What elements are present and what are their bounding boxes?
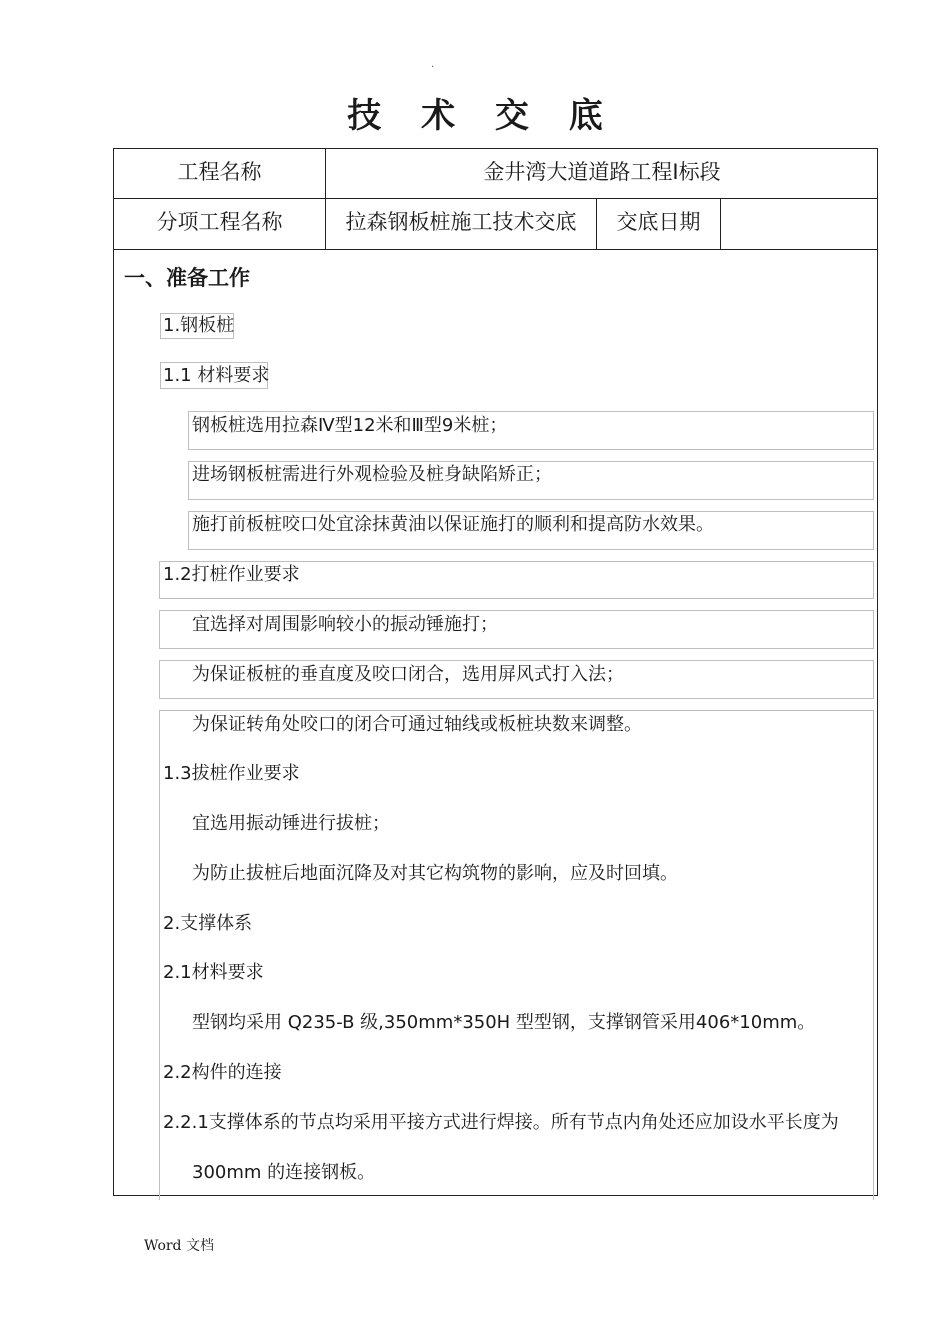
body-line: 1.钢板桩	[163, 315, 235, 336]
disclosure-table	[113, 148, 878, 1196]
body-line: 进场钢板桩需进行外观检验及桩身缺陷矫正；	[192, 464, 552, 485]
body-line: 2.2构件的连接	[163, 1062, 282, 1083]
body-line: 300mm 的连接钢板。	[192, 1162, 376, 1183]
footer-label: Word 文档	[144, 1238, 214, 1254]
body-line: 为防止拔桩后地面沉降及对其它构筑物的影响，应及时回填。	[192, 863, 678, 884]
body-line: 为保证转角处咬口的闭合可通过轴线或板桩块数来调整。	[192, 714, 642, 735]
header-mark: ·	[431, 62, 435, 73]
subproject-name-value: 拉森钢板桩施工技术交底	[345, 210, 577, 234]
body-line: 型钢均采用 Q235-B 级,350mm*350H 型型钢，支撑钢管采用406*10mm。	[192, 1012, 816, 1033]
row-divider	[114, 249, 877, 250]
body-line: 钢板桩选用拉森Ⅳ型12米和Ⅲ型9米桩；	[192, 415, 508, 436]
section-heading: 一、准备工作	[124, 266, 250, 290]
body-line: 1.3拔桩作业要求	[163, 763, 300, 784]
body-line: 2.1材料要求	[163, 962, 264, 983]
col-divider	[720, 199, 721, 249]
body-line: 2.2.1支撑体系的节点均采用平接方式进行焊接。所有节点内角处还应加设水平长度为	[163, 1112, 839, 1133]
body-line: 1.1 材料要求	[163, 365, 270, 386]
body-line: 为保证板桩的垂直度及咬口闭合，选用屏风式打入法；	[192, 664, 624, 685]
page-title: 技 术 交 底	[347, 96, 617, 136]
body-line: 宜选用振动锤进行拔桩；	[192, 813, 390, 834]
project-name-label: 工程名称	[177, 160, 262, 184]
body-line: 1.2打桩作业要求	[163, 564, 300, 585]
subproject-name-label: 分项工程名称	[156, 210, 283, 234]
body-line: 施打前板桩咬口处宜涂抹黄油以保证施打的顺利和提高防水效果。	[192, 514, 714, 535]
disclosure-date-label: 交底日期	[616, 210, 701, 234]
row-divider	[114, 198, 877, 199]
body-line: 2.支撑体系	[163, 913, 253, 934]
project-name-value: 金井湾大道道路工程Ⅰ标段	[483, 160, 721, 184]
body-line: 宜选择对周围影响较小的振动锤施打；	[192, 614, 498, 635]
